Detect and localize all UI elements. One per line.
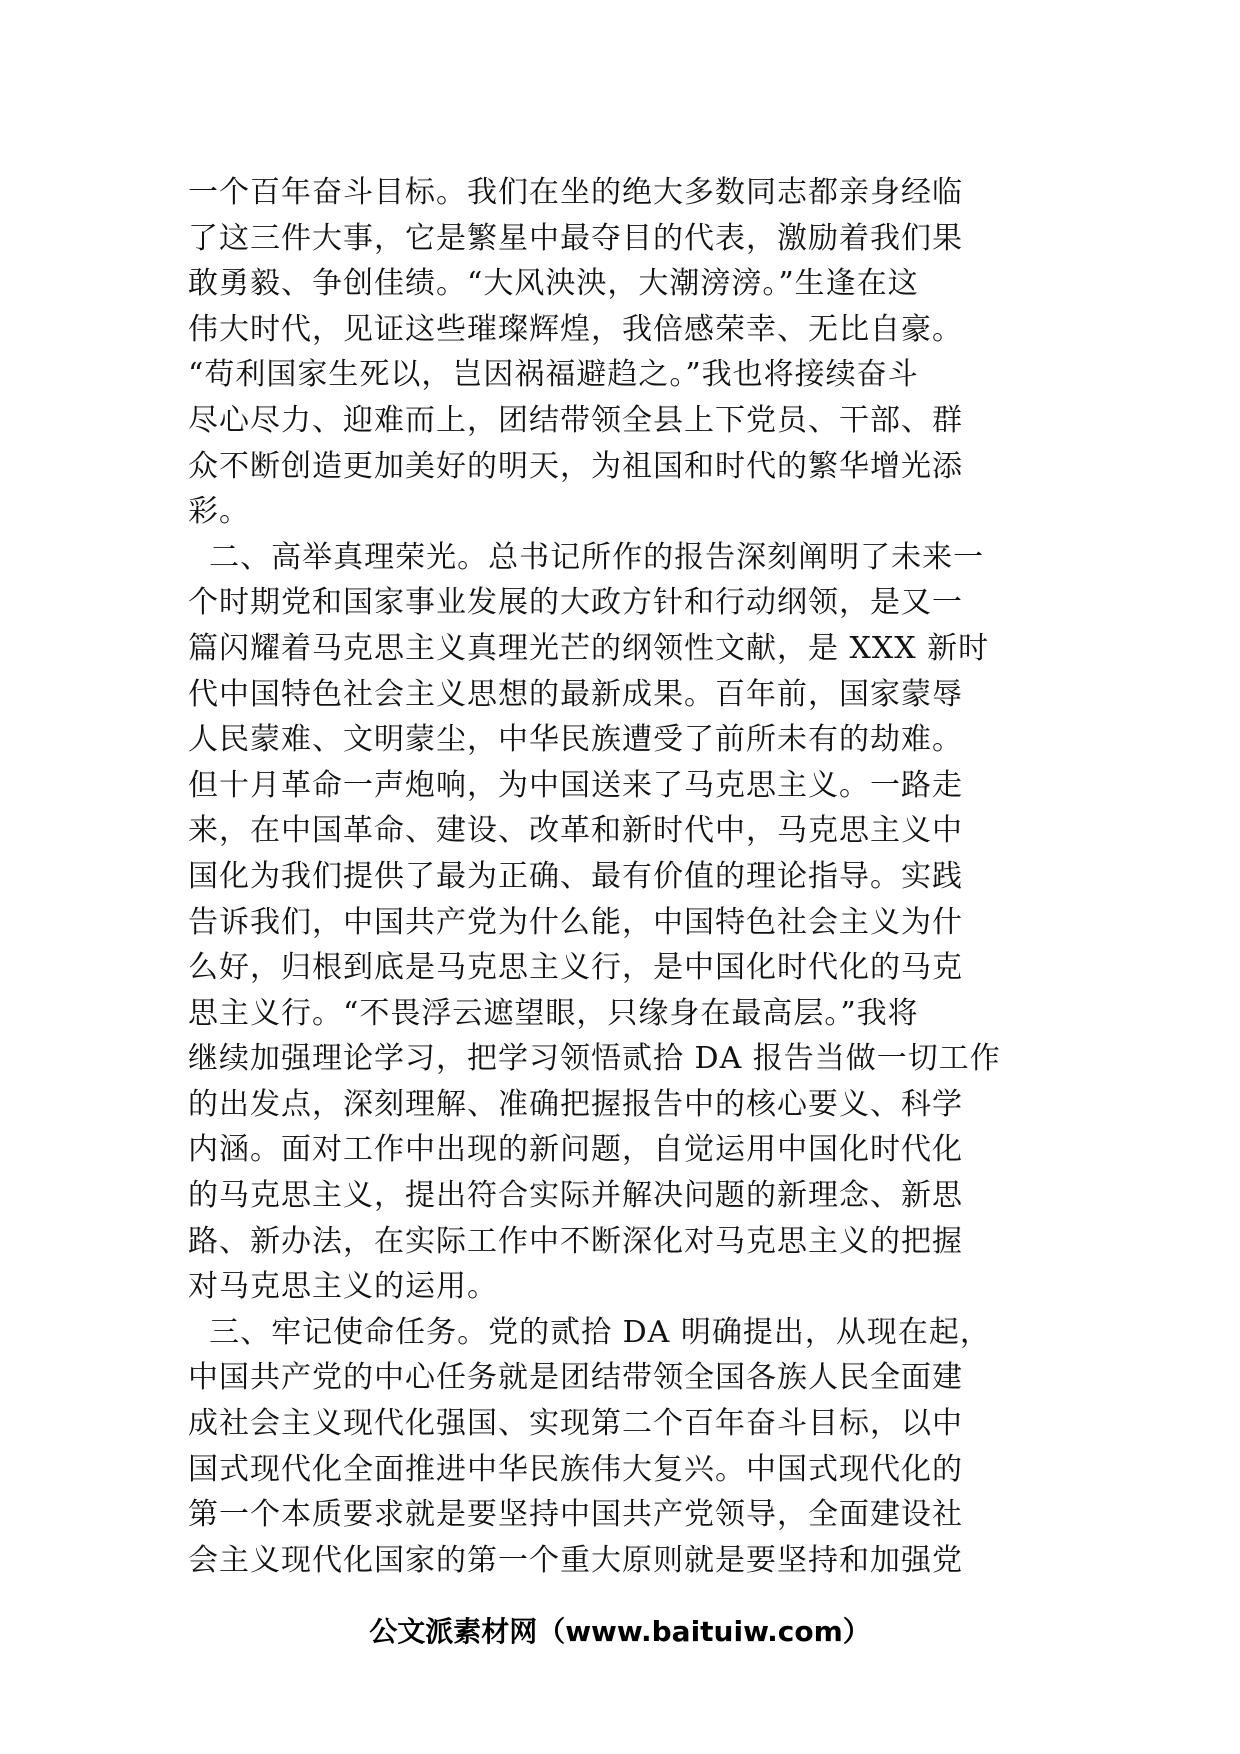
text-line: 众不断创造更加美好的明天，为祖国和时代的繁华增光添 xyxy=(188,448,963,484)
text-line: 三、牢记使命任务。党的贰拾 DA 明确提出，从现在起， xyxy=(188,1314,991,1350)
text-line: 敢勇毅、争创佳绩。“大风泱泱，大潮滂滂。”生逢在这 xyxy=(188,266,919,302)
text-line: 伟大时代，见证这些璀璨辉煌，我倍感荣幸、无比自豪。 xyxy=(188,311,963,347)
text-line: 成社会主义现代化强国、实现第二个百年奋斗目标，以中 xyxy=(188,1406,963,1442)
text-line: 会主义现代化国家的第一个重大原则就是要坚持和加强党 xyxy=(188,1542,963,1578)
text-line: 尽心尽力、迎难而上，团结带领全县上下党员、干部、群 xyxy=(188,402,963,438)
text-line: 中国共产党的中心任务就是团结带领全国各族人民全面建 xyxy=(188,1360,963,1396)
page-footer-watermark: 公文派素材网（www.baituiw.com） xyxy=(369,1615,871,1648)
text-line: 二、高举真理荣光。总书记所作的报告深刻阐明了未来一 xyxy=(188,539,985,575)
text-line: 路、新办法，在实际工作中不断深化对马克思主义的把握 xyxy=(188,1223,963,1259)
text-line: 人民蒙难、文明蒙尘，中华民族遭受了前所未有的劫难。 xyxy=(188,722,963,758)
text-line: 么好，归根到底是马克思主义行，是中国化时代化的马克 xyxy=(188,950,963,986)
text-line: 告诉我们，中国共产党为什么能，中国特色社会主义为什 xyxy=(188,904,963,940)
text-line: 代中国特色社会主义思想的最新成果。百年前，国家蒙辱 xyxy=(188,676,963,712)
text-line: 来，在中国革命、建设、改革和新时代中，马克思主义中 xyxy=(188,813,963,849)
text-line: 对马克思主义的运用。 xyxy=(188,1269,498,1305)
document-body xyxy=(188,170,1058,1583)
text-line: 的出发点，深刻理解、准确把握报告中的核心要义、科学 xyxy=(188,1086,963,1122)
text-line: 内涵。面对工作中出现的新问题，自觉运用中国化时代化 xyxy=(188,1132,963,1168)
text-line: 一个百年奋斗目标。我们在坐的绝大多数同志都亲身经临 xyxy=(188,175,963,210)
text-line: “苟利国家生死以，岂因祸福避趋之。”我也将接续奋斗 xyxy=(188,357,919,393)
text-line: 彩。 xyxy=(188,494,250,530)
text-line: 继续加强理论学习，把学习领悟贰拾 DA 报告当做一切工作 xyxy=(188,1041,1001,1077)
text-line: 了这三件大事，它是繁星中最夺目的代表，激励着我们果 xyxy=(188,220,963,256)
text-line: 第一个本质要求就是要坚持中国共产党领导，全面建设社 xyxy=(188,1497,963,1533)
text-line: 的马克思主义，提出符合实际并解决问题的新理念、新思 xyxy=(188,1178,963,1214)
text-line: 篇闪耀着马克思主义真理光芒的纲领性文献，是 XXX 新时 xyxy=(188,630,990,666)
text-line: 思主义行。“不畏浮云遮望眼，只缘身在最高层。”我将 xyxy=(188,995,919,1031)
text-line: 国化为我们提供了最为正确、最有价值的理论指导。实践 xyxy=(188,858,963,894)
text-line: 国式现代化全面推进中华民族伟大复兴。中国式现代化的 xyxy=(188,1451,963,1487)
text-line: 但十月革命一声炮响，为中国送来了马克思主义。一路走 xyxy=(188,767,963,803)
text-line: 个时期党和国家事业发展的大政方针和行动纲领，是又一 xyxy=(188,585,963,621)
